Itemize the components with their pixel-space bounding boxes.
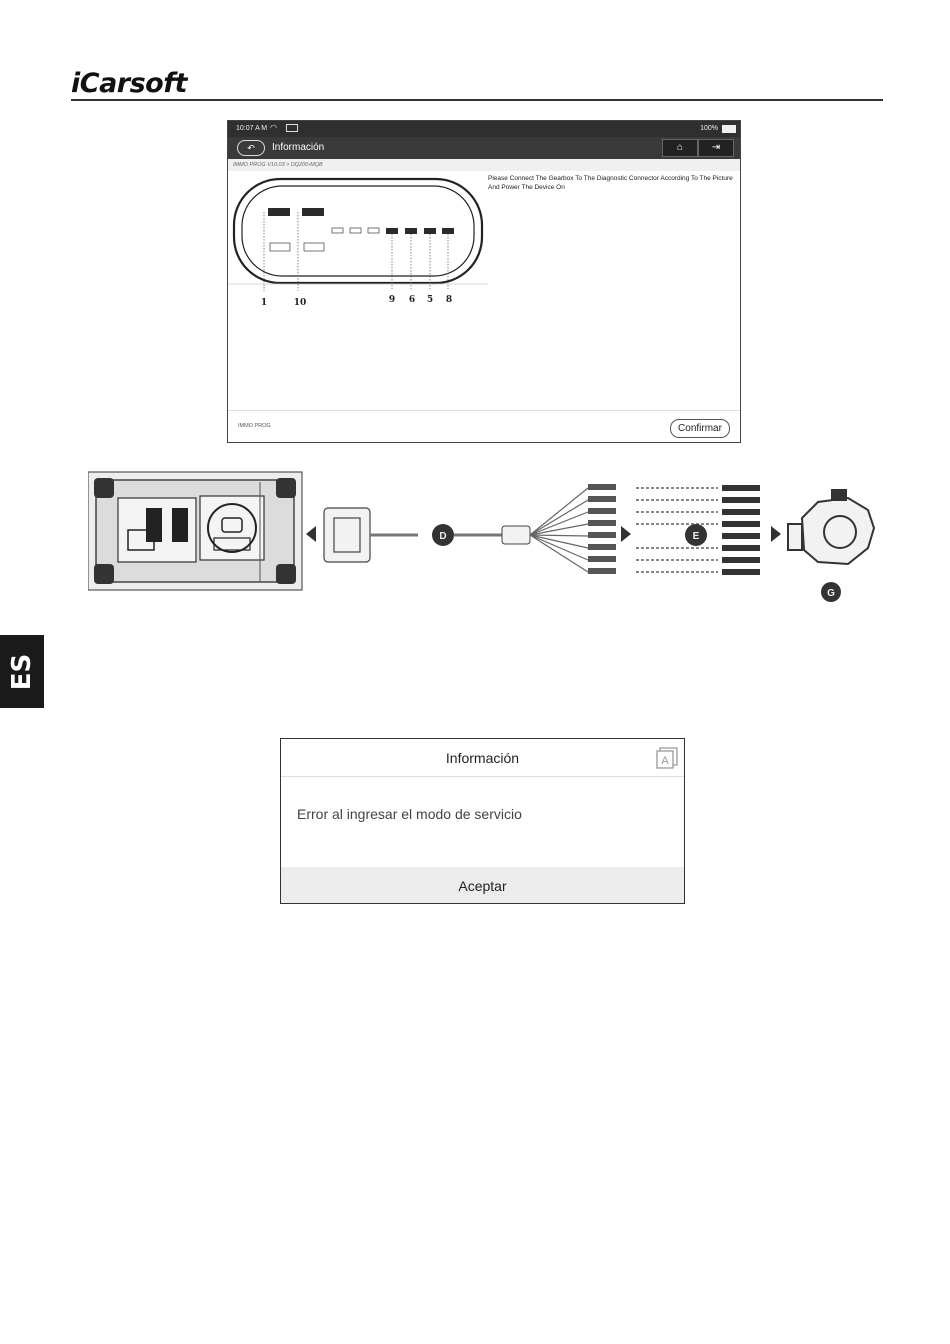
pin-8 <box>442 228 454 234</box>
back-button[interactable]: ↶ <box>237 140 265 156</box>
battery-icon <box>722 125 736 133</box>
instruction-text: Please Connect The Gearbox To The Diagnostic Connector According To The Picture And Power The Device On <box>488 175 733 191</box>
dialog-title: Información <box>445 750 520 766</box>
vci-icon <box>286 124 298 132</box>
breadcrumb: IMMO PROG V10.03 > DQ200-MQB <box>228 159 740 171</box>
marker-e: E <box>692 531 700 542</box>
hardware-connection-illustration <box>88 468 888 608</box>
pin-label-9: 9 <box>388 295 396 305</box>
exit-button[interactable]: ⇥ <box>698 139 734 157</box>
pin-empty-e <box>368 228 379 233</box>
pin-label-10: 10 <box>293 298 307 308</box>
arrow-right-2 <box>771 526 781 542</box>
wifi-icon: ◠ <box>270 123 277 132</box>
pin-empty-d <box>350 228 361 233</box>
pin-label-5: 5 <box>426 295 434 305</box>
connector-outline-inner <box>242 186 474 276</box>
pin-label-6: 6 <box>408 295 416 305</box>
status-bar <box>228 121 740 137</box>
arrow-left-1 <box>306 526 316 542</box>
pin-label-8: 8 <box>445 295 453 305</box>
svg-text:A: A <box>661 755 669 767</box>
pin-6 <box>405 228 417 234</box>
screen-title: Información <box>272 142 325 153</box>
lead-tips <box>722 485 760 575</box>
dialog-message: Error al ingresar el modo de servicio <box>297 806 522 822</box>
language-tab <box>0 635 44 708</box>
programmer-device <box>88 472 302 590</box>
gearbox-icon <box>788 490 874 564</box>
pin-10 <box>302 208 324 216</box>
brand-logo: iCarsoft <box>71 68 187 99</box>
arrow-right-1 <box>621 526 631 542</box>
accept-button[interactable]: Aceptar <box>281 867 684 903</box>
footer-label: IMMO PROG <box>238 423 271 429</box>
pin-1 <box>268 208 290 216</box>
battery-level: 100% <box>700 125 718 132</box>
wire-ends <box>588 484 616 574</box>
connector-diagram <box>228 171 488 311</box>
dialog-divider <box>281 776 684 777</box>
language-tab-label: ES <box>7 653 37 690</box>
footer-divider <box>228 410 740 411</box>
info-dialog <box>280 738 685 904</box>
pin-label-1: 1 <box>260 298 268 308</box>
status-time: 10:07 A M <box>236 125 268 132</box>
device-screenshot <box>227 120 741 443</box>
confirm-button[interactable]: Confirmar <box>670 419 730 438</box>
pin-9 <box>386 228 398 234</box>
db-connector <box>324 508 530 562</box>
pin-empty-a <box>270 243 290 251</box>
translate-icon[interactable] <box>656 747 678 769</box>
wire-harness <box>530 488 588 572</box>
pin-5 <box>424 228 436 234</box>
marker-d: D <box>439 531 447 542</box>
title-bar <box>228 137 740 159</box>
pin-empty-c <box>332 228 343 233</box>
marker-g: G <box>827 588 835 599</box>
header-rule <box>71 99 883 101</box>
home-button[interactable]: ⌂ <box>662 139 698 157</box>
pin-empty-b <box>304 243 324 251</box>
